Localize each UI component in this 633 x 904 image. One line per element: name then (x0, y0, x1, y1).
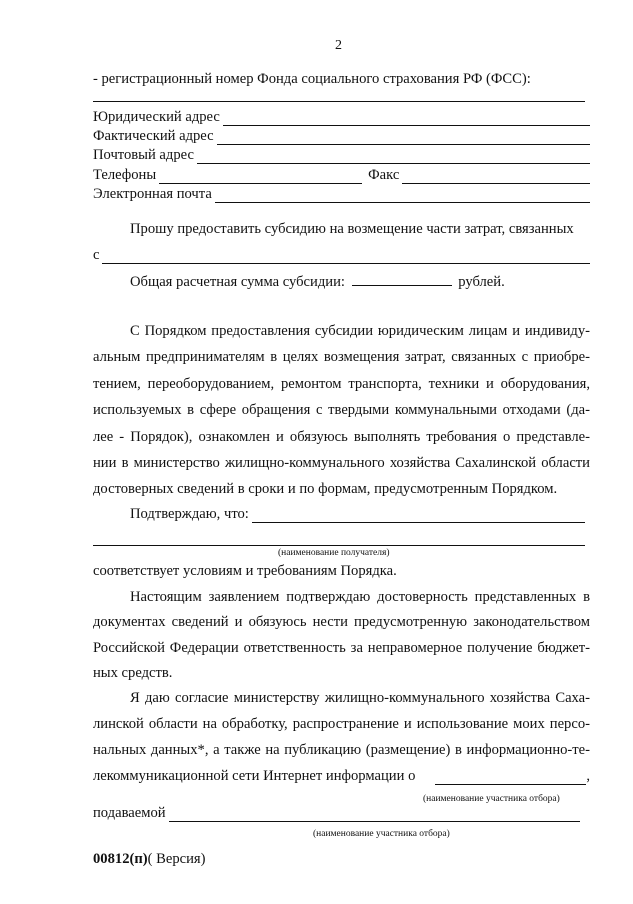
procedure-line-4: используемых в сфере обращения с твердыми коммунальными отходами (да- (93, 402, 590, 418)
submitted-row (93, 804, 580, 822)
fax-field[interactable] (402, 170, 590, 184)
phones-fax-row (93, 166, 590, 184)
statement-line-2: документах сведений и обязуюсь нести предусмотренную законодательством (93, 614, 590, 630)
procedure-line-5: лее - Порядок), ознакомлен и обязуюсь выполнять требования о представле- (93, 429, 590, 445)
legal-address-row (93, 108, 590, 126)
fss-blank-line (93, 101, 585, 102)
consent-line-1: Я даю согласие министерству жилищно-коммунального хозяйства Саха- (130, 690, 590, 706)
statement-line-4: ных средств. (93, 665, 173, 681)
confirm-after: соответствует условиям и требованиям Порядка. (93, 563, 397, 579)
recipient-name-caption: (наименование получателя) (278, 548, 390, 558)
consent-participant-field[interactable] (435, 771, 586, 785)
procedure-line-3: тением, переоборудованием, ремонтом транспорта, техники и оборудования, (93, 376, 590, 392)
actual-address-row (93, 127, 590, 145)
confirm-field[interactable] (252, 509, 585, 523)
page-number: 2 (335, 38, 342, 53)
fax-label: Факс (368, 167, 400, 183)
request-purpose-field[interactable] (102, 250, 590, 264)
legal-address-label: Юридический адрес (93, 109, 220, 125)
consent-caption: (наименование участника отбора) (423, 794, 560, 804)
statement-line-1: Настоящим заявлением подтверждаю достоверность представленных в (130, 589, 590, 605)
procedure-line-6: нии в министерство жилищно-коммунального хозяйства Сахалинской области (93, 455, 590, 471)
request-line-2 (93, 246, 590, 264)
confirm-label: Подтверждаю, что: (130, 506, 249, 522)
statement-line-3: Российской Федерации ответственность за неправомерное получение бюджет- (93, 640, 590, 656)
confirm-row (130, 505, 585, 523)
footer-version (93, 850, 206, 868)
consent-comma: , (586, 768, 590, 784)
actual-address-label: Фактический адрес (93, 128, 214, 144)
legal-address-field[interactable] (223, 112, 590, 126)
email-field[interactable] (215, 189, 590, 203)
email-row (93, 185, 590, 203)
fss-line: - регистрационный номер Фонда социального страхования РФ (ФСС): (93, 71, 531, 87)
phones-label: Телефоны (93, 167, 157, 183)
subsidy-sum-row (130, 272, 505, 291)
procedure-line-1: С Порядком предоставления субсидии юридическим лицам и индивиду- (130, 323, 590, 339)
request-prefix: с (93, 247, 100, 263)
actual-address-field[interactable] (217, 131, 590, 145)
postal-address-row (93, 146, 590, 164)
consent-line-4 (93, 767, 590, 785)
footer-code: 00812(п) (93, 851, 148, 867)
request-line-1: Прошу предоставить субсидию на возмещение части затрат, связанных (130, 221, 574, 237)
submitted-field[interactable] (169, 808, 580, 822)
procedure-line-2: альным предпринимателям в целях возмещения затрат, связанных с приобре- (93, 349, 590, 365)
postal-address-label: Почтовый адрес (93, 147, 194, 163)
phones-field[interactable] (159, 170, 362, 184)
consent-line-2: линской области на обработку, распространение и использование моих персо- (93, 716, 590, 732)
consent-line-4-text: лекоммуникационной сети Интернет информации о (93, 768, 416, 784)
footer-version-text: ( Версия) (147, 851, 206, 867)
subsidy-sum-field[interactable] (352, 272, 452, 286)
email-label: Электронная почта (93, 186, 212, 202)
recipient-name-line[interactable] (93, 545, 585, 546)
subsidy-sum-label: Общая расчетная сумма субсидии: (130, 274, 345, 290)
submitted-caption: (наименование участника отбора) (313, 829, 450, 839)
subsidy-sum-unit: рублей. (458, 274, 505, 290)
procedure-line-7: достоверных сведений в сроки и по формам, предусмотренным Порядком. (93, 481, 558, 497)
postal-address-field[interactable] (197, 150, 590, 164)
consent-line-3: нальных данных*, а также на публикацию (размещение) в информационно-те- (93, 742, 590, 758)
submitted-label: подаваемой (93, 805, 166, 821)
